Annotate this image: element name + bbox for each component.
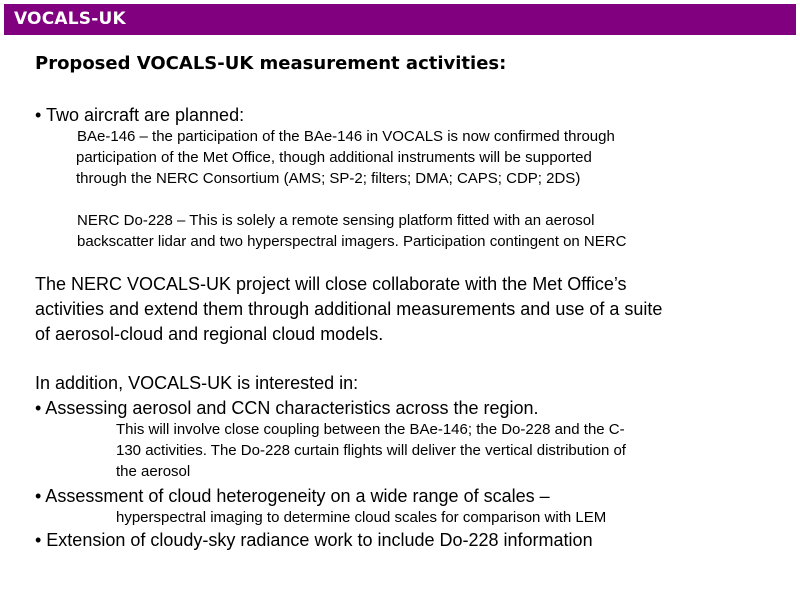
aircraft-intro-bullet: • Two aircraft are planned: bbox=[35, 105, 245, 125]
do228-line-1: NERC Do-228 – This is solely a remote sensing platform fitted with an aerosol bbox=[77, 212, 595, 229]
bae146-line-2: participation of the Met Office, though additional instruments will be supported bbox=[76, 149, 592, 166]
slide-title: Proposed VOCALS-UK measurement activities: bbox=[35, 53, 507, 74]
collaboration-line-2: activities and extend them through additional measurements and use of a suite bbox=[35, 299, 663, 319]
bae146-line-3: through the NERC Consortium (AMS; SP-2; filters; DMA; CAPS; CDP; 2DS) bbox=[76, 170, 581, 187]
bae146-line-1: BAe-146 – the participation of the BAe-146 in VOCALS is now confirmed through bbox=[77, 128, 615, 145]
aerosol-detail-line-3: the aerosol bbox=[116, 463, 191, 480]
heterogeneity-detail: hyperspectral imaging to determine cloud scales for comparison with LEM bbox=[116, 509, 607, 526]
do228-line-2: backscatter lidar and two hyperspectral imagers. Participation contingent on NERC bbox=[77, 233, 627, 250]
collaboration-line-3: of aerosol-cloud and regional cloud models. bbox=[35, 324, 384, 344]
aerosol-detail-line-1: This will involve close coupling between the BAe-146; the Do-228 and the C- bbox=[116, 421, 625, 438]
collaboration-line-1: The NERC VOCALS-UK project will close collaborate with the Met Office’s bbox=[35, 274, 627, 294]
header-bar bbox=[4, 4, 796, 35]
interests-intro: In addition, VOCALS-UK is interested in: bbox=[35, 373, 359, 393]
aerosol-bullet: • Assessing aerosol and CCN characteristics across the region. bbox=[35, 398, 539, 418]
header-title: VOCALS-UK bbox=[14, 9, 126, 29]
aerosol-detail-line-2: 130 activities. The Do-228 curtain flights will deliver the vertical distribution of bbox=[116, 442, 626, 459]
radiance-bullet: • Extension of cloudy-sky radiance work to include Do-228 information bbox=[35, 530, 593, 550]
heterogeneity-bullet: • Assessment of cloud heterogeneity on a wide range of scales – bbox=[35, 486, 550, 506]
